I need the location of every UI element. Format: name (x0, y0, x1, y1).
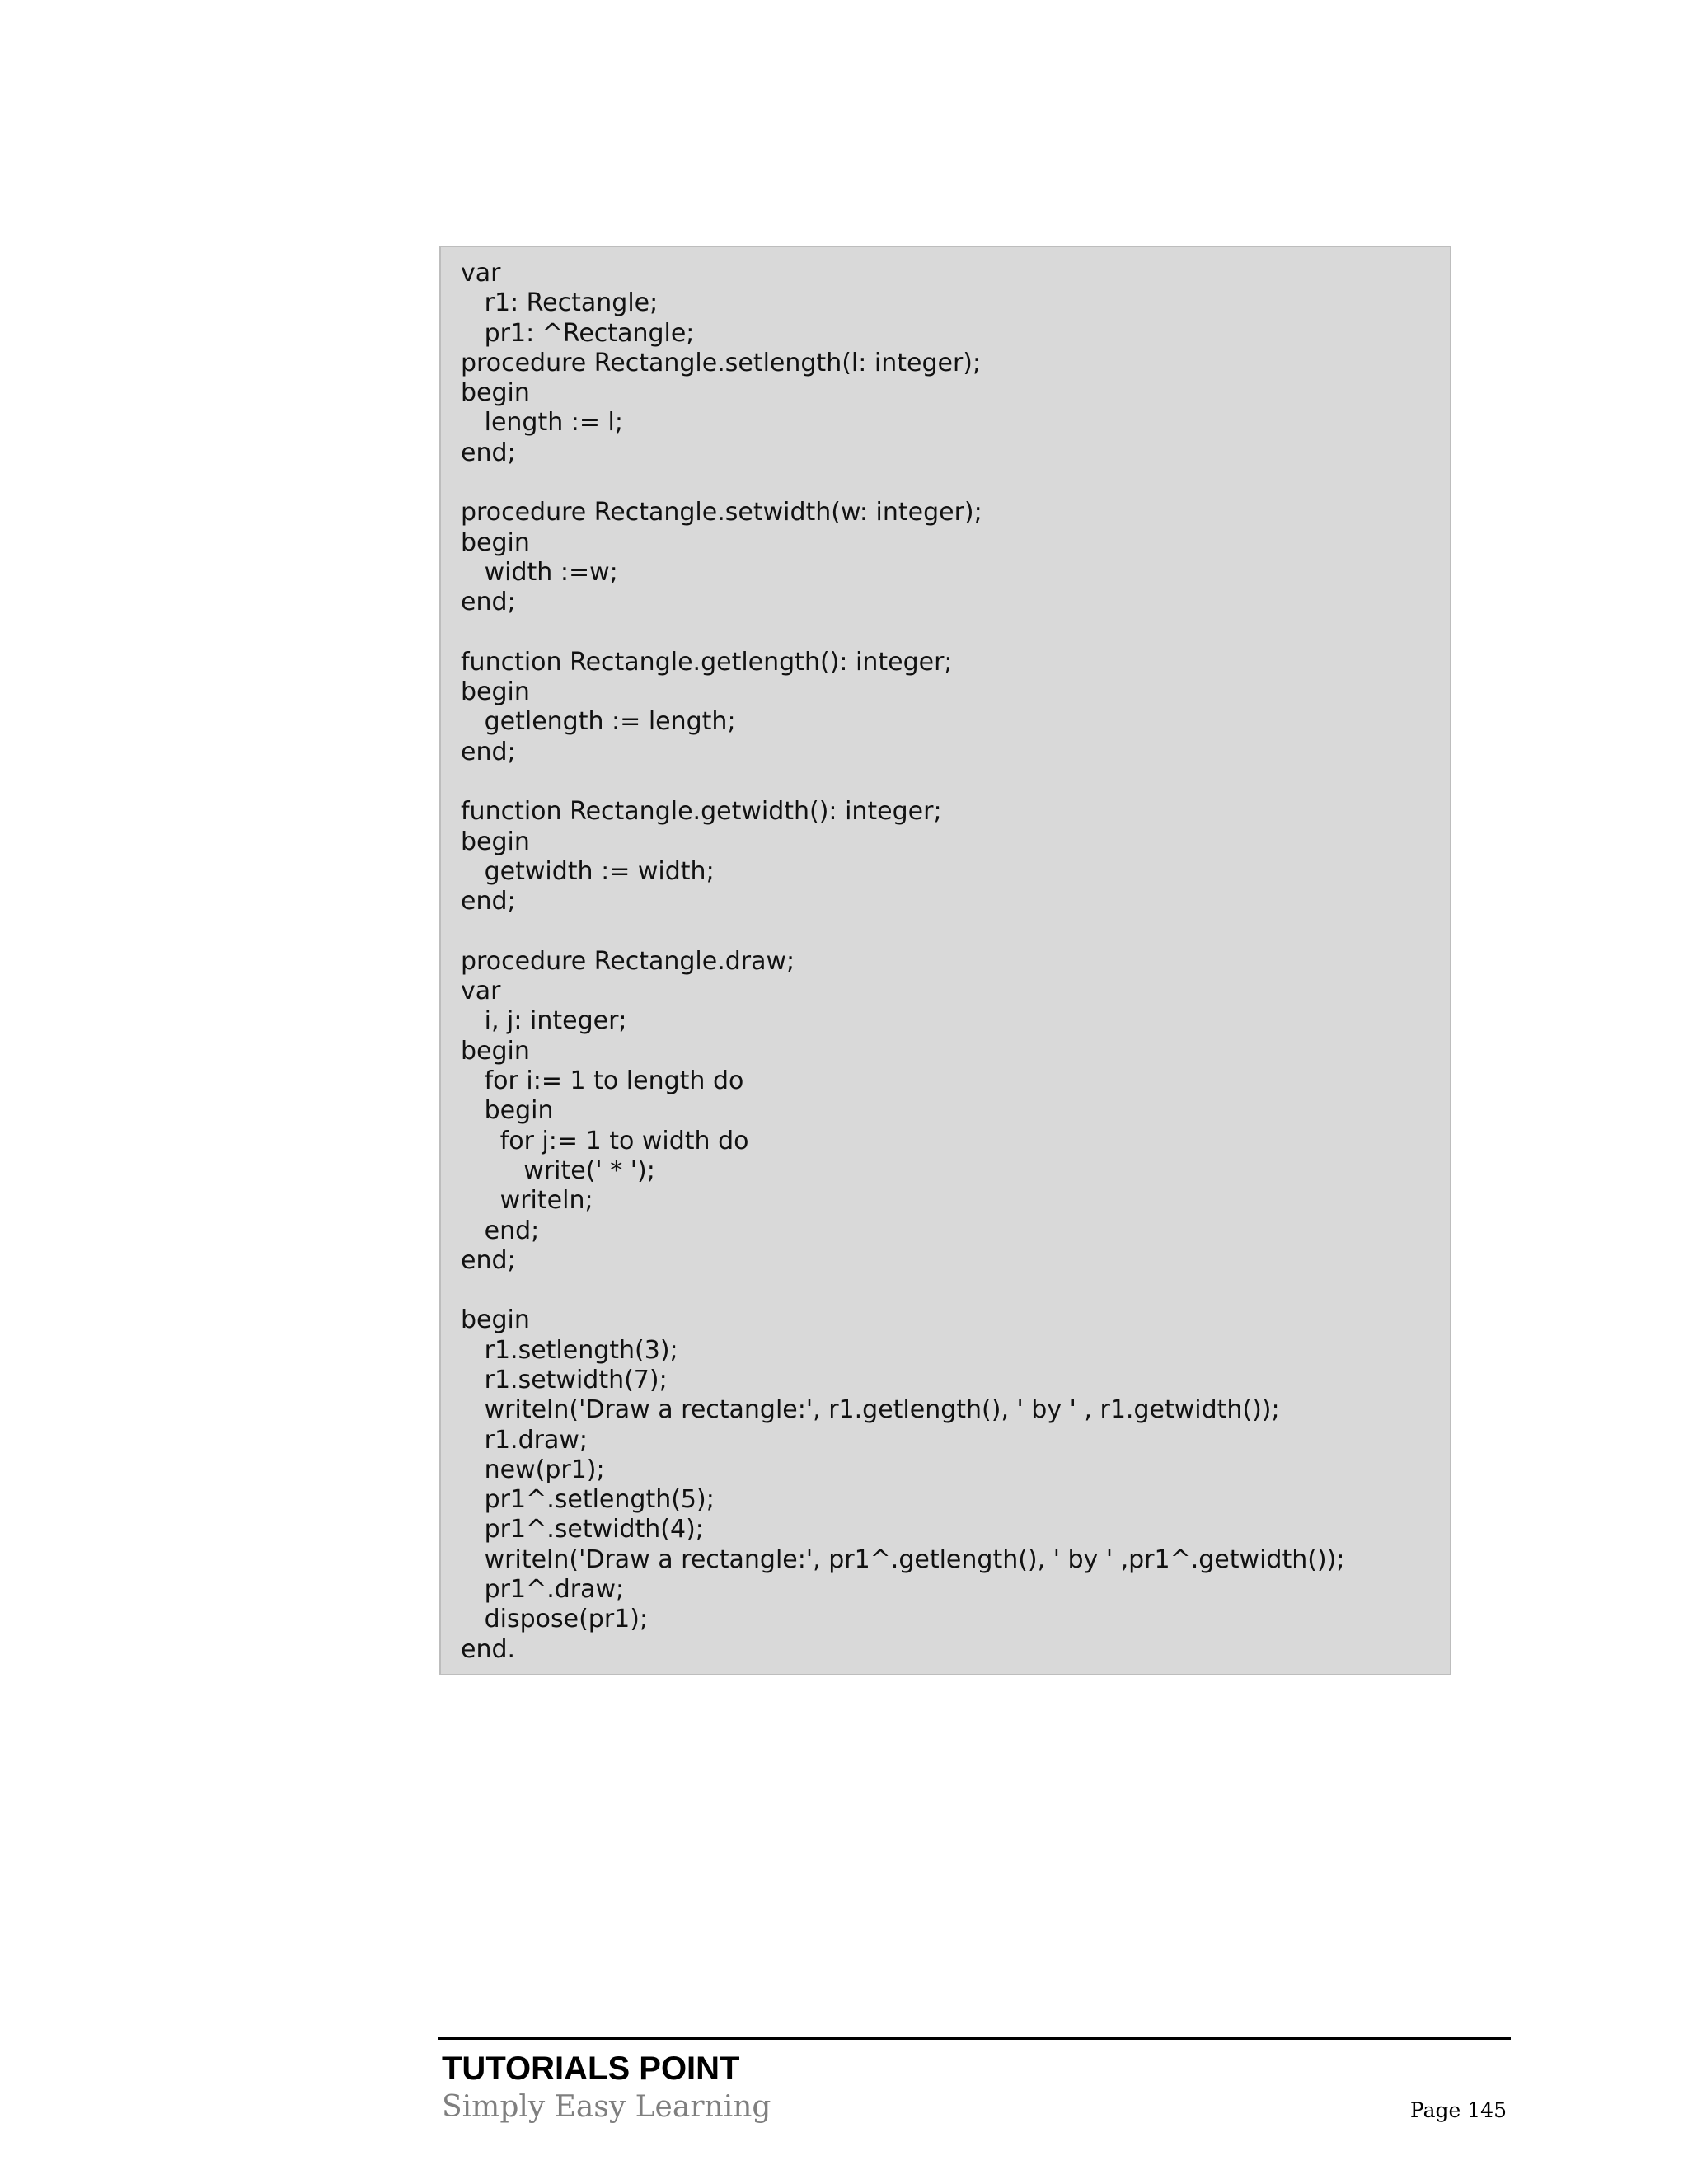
code-line: end; (461, 887, 516, 916)
code-line: for i:= 1 to length do (461, 1066, 744, 1096)
code-line: end. (461, 1634, 516, 1664)
code-line: begin (461, 1036, 530, 1066)
footer-tagline: Simply Easy Learning (442, 2090, 771, 2124)
footer-divider (438, 2037, 1511, 2040)
code-line: length := l; (461, 408, 623, 438)
code-line: new(pr1); (461, 1455, 605, 1484)
code-line: writeln; (461, 1186, 593, 1216)
code-line: procedure Rectangle.setwidth(w: integer); (461, 498, 982, 527)
code-line (461, 917, 1450, 947)
code-block (439, 246, 1451, 1675)
code-line: var (461, 977, 501, 1006)
code-line: pr1^.draw; (461, 1575, 625, 1605)
code-line: getwidth := width; (461, 856, 715, 886)
code-line: procedure Rectangle.setlength(l: integer); (461, 348, 982, 377)
code-line: end; (461, 1216, 540, 1245)
code-line: r1.draw; (461, 1425, 588, 1455)
page-number: Page 145 (1409, 2098, 1507, 2122)
code-line: writeln('Draw a rectangle:', r1.getlength(), ' by ' , r1.getwidth()); (461, 1395, 1280, 1425)
code-line: begin (461, 1096, 554, 1126)
code-line: begin (461, 527, 530, 557)
code-line: end; (461, 1245, 516, 1275)
code-line: begin (461, 378, 530, 408)
code-line: write(' * '); (461, 1155, 655, 1185)
code-line: r1.setwidth(7); (461, 1365, 668, 1394)
code-line: end; (461, 737, 516, 766)
code-line (461, 468, 1450, 498)
code-line: end; (461, 438, 516, 467)
code-line: begin (461, 677, 530, 707)
code-line: procedure Rectangle.draw; (461, 946, 795, 976)
code-line: writeln('Draw a rectangle:', pr1^.getlength(), ' by ' ,pr1^.getwidth()); (461, 1544, 1345, 1574)
code-line (461, 618, 1450, 648)
code-line: r1.setlength(3); (461, 1335, 678, 1365)
code-line: r1: Rectangle; (461, 288, 659, 318)
code-line: pr1: ^Rectangle; (461, 318, 695, 348)
code-line: begin (461, 1305, 530, 1335)
code-line: dispose(pr1); (461, 1605, 649, 1634)
code-line: function Rectangle.getwidth(): integer; (461, 797, 942, 827)
code-line (461, 1276, 1450, 1305)
code-line (461, 767, 1450, 797)
footer-brand: TUTORIALS POINT (442, 2050, 740, 2087)
code-line: function Rectangle.getlength(): integer; (461, 647, 953, 677)
code-line: pr1^.setlength(5); (461, 1485, 715, 1515)
code-line: getlength := length; (461, 707, 736, 737)
code-line: end; (461, 588, 516, 617)
code-line: pr1^.setwidth(4); (461, 1515, 704, 1544)
code-line: i, j: integer; (461, 1006, 627, 1036)
code-line: var (461, 259, 501, 288)
code-line: width :=w; (461, 557, 618, 587)
code-line: begin (461, 827, 530, 856)
code-line: for j:= 1 to width do (461, 1126, 749, 1155)
